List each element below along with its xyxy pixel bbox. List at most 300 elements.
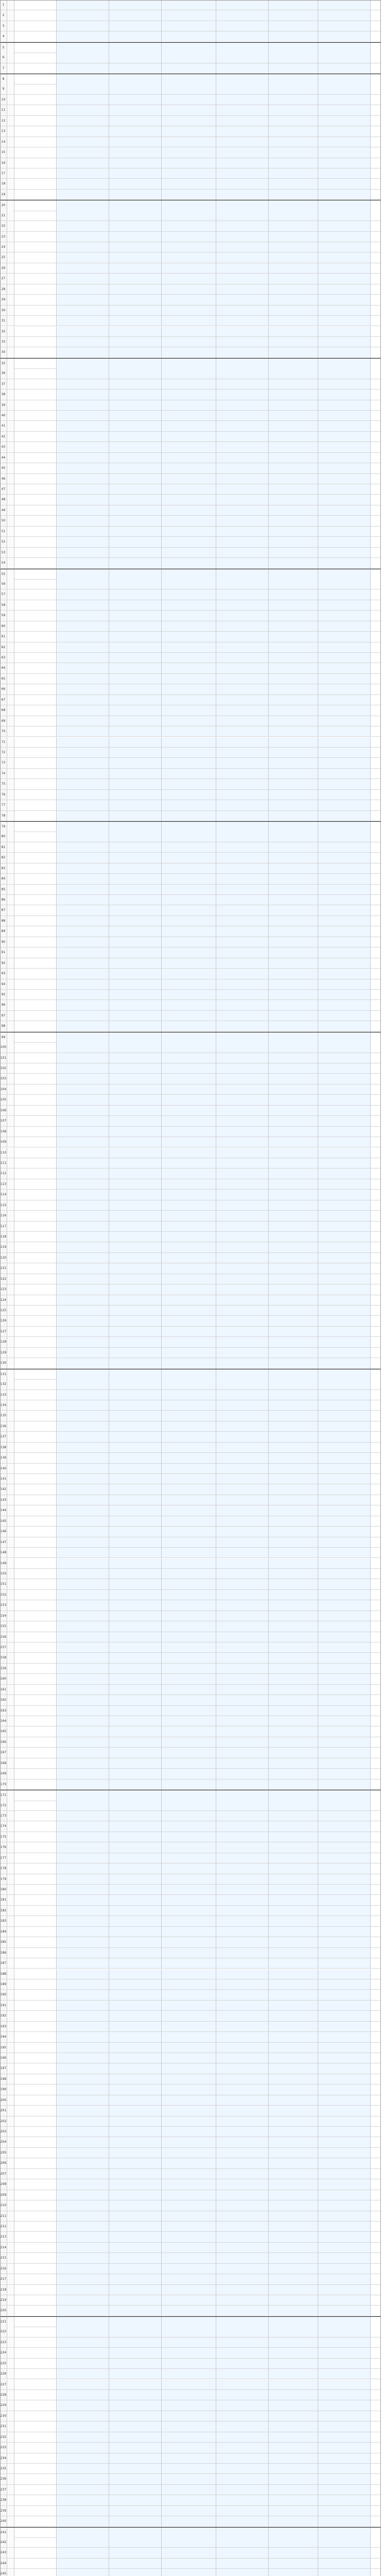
value-cell[interactable] [162, 2084, 216, 2095]
value-cell[interactable] [109, 1274, 162, 1284]
value-cell[interactable] [269, 1590, 318, 1600]
category-cell[interactable] [7, 1042, 14, 1053]
value-cell[interactable] [318, 822, 371, 832]
value-cell[interactable] [57, 63, 109, 74]
row-number[interactable]: 77 [0, 800, 7, 810]
value-cell[interactable] [162, 1095, 216, 1105]
item-name-cell[interactable] [14, 21, 57, 31]
value-cell[interactable] [216, 2253, 269, 2263]
item-name-cell[interactable] [14, 1726, 57, 1737]
category-cell[interactable] [7, 126, 14, 137]
value-cell[interactable] [109, 306, 162, 316]
value-cell[interactable] [57, 2095, 109, 2106]
value-cell[interactable] [57, 516, 109, 526]
row-number[interactable]: 102 [0, 1063, 7, 1074]
value-cell[interactable] [162, 916, 216, 926]
value-cell[interactable] [162, 495, 216, 505]
value-cell[interactable] [57, 947, 109, 958]
item-name-cell[interactable] [14, 842, 57, 853]
category-cell[interactable] [7, 2053, 14, 2063]
item-name-cell[interactable] [14, 1811, 57, 1821]
category-cell[interactable] [7, 432, 14, 442]
value-cell[interactable] [109, 126, 162, 137]
value-cell[interactable] [269, 2190, 318, 2200]
value-cell[interactable] [57, 1558, 109, 1569]
value-cell[interactable] [109, 1653, 162, 1663]
value-cell[interactable] [57, 1969, 109, 1979]
value-cell[interactable] [318, 2095, 371, 2106]
value-cell[interactable] [269, 1885, 318, 1895]
value-cell[interactable] [109, 116, 162, 126]
value-cell[interactable] [269, 2063, 318, 2074]
value-cell[interactable] [162, 2001, 216, 2011]
item-name-cell[interactable] [14, 2190, 57, 2200]
category-cell[interactable] [7, 653, 14, 663]
row-number[interactable]: 62 [0, 642, 7, 653]
value-cell[interactable] [162, 926, 216, 937]
category-cell[interactable] [7, 1127, 14, 1137]
category-cell[interactable] [7, 1611, 14, 1621]
value-cell[interactable] [318, 1263, 371, 1274]
category-cell[interactable] [7, 1116, 14, 1126]
value-cell[interactable] [216, 695, 269, 705]
value-cell[interactable] [318, 2137, 371, 2147]
value-cell[interactable] [162, 379, 216, 389]
category-cell[interactable] [7, 505, 14, 516]
value-cell[interactable] [162, 2106, 216, 2116]
value-cell[interactable] [109, 1916, 162, 1926]
value-cell[interactable] [216, 1200, 269, 1211]
value-cell[interactable] [216, 1190, 269, 1200]
row-number[interactable]: 163 [0, 1706, 7, 1716]
value-cell[interactable] [162, 1790, 216, 1801]
category-cell[interactable] [7, 2211, 14, 2222]
value-cell[interactable] [318, 1811, 371, 1821]
value-cell[interactable] [318, 1168, 371, 1179]
value-cell[interactable] [269, 421, 318, 431]
value-cell[interactable] [162, 1664, 216, 1674]
value-cell[interactable] [216, 2043, 269, 2053]
value-cell[interactable] [57, 1337, 109, 1347]
category-cell[interactable] [7, 463, 14, 473]
value-cell[interactable] [57, 1200, 109, 1211]
value-cell[interactable] [269, 1801, 318, 1811]
value-cell[interactable] [162, 1222, 216, 1232]
row-number[interactable]: 130 [0, 1358, 7, 1368]
item-name-cell[interactable] [14, 389, 57, 400]
item-name-cell[interactable] [14, 1484, 57, 1495]
row-number[interactable]: 202 [0, 2116, 7, 2127]
value-cell[interactable] [162, 1337, 216, 1347]
value-cell[interactable] [269, 1484, 318, 1495]
value-cell[interactable] [216, 2474, 269, 2484]
category-cell[interactable] [7, 800, 14, 810]
value-cell[interactable] [57, 1211, 109, 1221]
value-cell[interactable] [269, 2285, 318, 2295]
value-cell[interactable] [269, 2011, 318, 2021]
row-number[interactable]: 108 [0, 1127, 7, 1137]
category-cell[interactable] [7, 1032, 14, 1043]
value-cell[interactable] [216, 1116, 269, 1126]
value-cell[interactable] [57, 1685, 109, 1695]
value-cell[interactable] [57, 969, 109, 979]
value-cell[interactable] [162, 2043, 216, 2053]
value-cell[interactable] [216, 2558, 269, 2569]
value-cell[interactable] [318, 1179, 371, 1190]
value-cell[interactable] [109, 211, 162, 221]
value-cell[interactable] [57, 1284, 109, 1295]
value-cell[interactable] [162, 1063, 216, 1074]
value-cell[interactable] [162, 811, 216, 821]
value-cell[interactable] [162, 2232, 216, 2242]
category-cell[interactable] [7, 537, 14, 547]
category-cell[interactable] [7, 1158, 14, 1168]
value-cell[interactable] [162, 653, 216, 663]
category-cell[interactable] [7, 84, 14, 94]
value-cell[interactable] [318, 2264, 371, 2274]
value-cell[interactable] [109, 84, 162, 94]
value-cell[interactable] [57, 306, 109, 316]
value-cell[interactable] [216, 1558, 269, 1569]
value-cell[interactable] [109, 1505, 162, 1516]
category-cell[interactable] [7, 1148, 14, 1158]
item-name-cell[interactable] [14, 242, 57, 252]
value-cell[interactable] [109, 190, 162, 200]
value-cell[interactable] [318, 779, 371, 789]
item-name-cell[interactable] [14, 1685, 57, 1695]
value-cell[interactable] [57, 1821, 109, 1832]
value-cell[interactable] [109, 2127, 162, 2137]
category-cell[interactable] [7, 895, 14, 905]
row-number[interactable]: 220 [0, 2306, 7, 2316]
category-cell[interactable] [7, 2043, 14, 2053]
value-cell[interactable] [57, 126, 109, 137]
value-cell[interactable] [318, 2127, 371, 2137]
value-cell[interactable] [57, 1179, 109, 1190]
row-number[interactable]: 6 [0, 53, 7, 63]
value-cell[interactable] [216, 1274, 269, 1284]
value-cell[interactable] [57, 1421, 109, 1432]
value-cell[interactable] [216, 2106, 269, 2116]
value-cell[interactable] [162, 43, 216, 53]
value-cell[interactable] [269, 359, 318, 369]
value-cell[interactable] [109, 653, 162, 663]
value-cell[interactable] [162, 769, 216, 779]
value-cell[interactable] [57, 411, 109, 421]
value-cell[interactable] [269, 105, 318, 115]
value-cell[interactable] [162, 1000, 216, 1010]
value-cell[interactable] [57, 2495, 109, 2505]
value-cell[interactable] [109, 2317, 162, 2327]
value-cell[interactable] [216, 832, 269, 842]
value-cell[interactable] [269, 705, 318, 716]
value-cell[interactable] [109, 1832, 162, 1842]
item-name-cell[interactable] [14, 1885, 57, 1895]
row-number[interactable]: 66 [0, 684, 7, 694]
value-cell[interactable] [216, 1316, 269, 1326]
value-cell[interactable] [216, 1137, 269, 1147]
category-cell[interactable] [7, 1769, 14, 1779]
value-cell[interactable] [216, 1769, 269, 1779]
category-cell[interactable] [7, 1453, 14, 1463]
row-number[interactable]: 165 [0, 1726, 7, 1737]
value-cell[interactable] [109, 463, 162, 473]
value-cell[interactable] [216, 874, 269, 884]
value-cell[interactable] [109, 1769, 162, 1779]
value-cell[interactable] [162, 221, 216, 231]
value-cell[interactable] [109, 2548, 162, 2558]
row-number[interactable]: 29 [0, 295, 7, 305]
row-number[interactable]: 89 [0, 926, 7, 937]
value-cell[interactable] [162, 105, 216, 115]
value-cell[interactable] [216, 1063, 269, 1074]
value-cell[interactable] [216, 1958, 269, 1969]
value-cell[interactable] [109, 621, 162, 632]
item-name-cell[interactable] [14, 126, 57, 137]
value-cell[interactable] [162, 2485, 216, 2495]
category-cell[interactable] [7, 1874, 14, 1885]
value-cell[interactable] [318, 137, 371, 147]
value-cell[interactable] [318, 1853, 371, 1863]
value-cell[interactable] [57, 421, 109, 431]
value-cell[interactable] [57, 1569, 109, 1579]
category-cell[interactable] [7, 1674, 14, 1684]
item-name-cell[interactable] [14, 411, 57, 421]
value-cell[interactable] [57, 916, 109, 926]
value-cell[interactable] [269, 126, 318, 137]
value-cell[interactable] [162, 2495, 216, 2505]
category-cell[interactable] [7, 147, 14, 158]
value-cell[interactable] [162, 705, 216, 716]
value-cell[interactable] [216, 495, 269, 505]
row-number[interactable]: 38 [0, 389, 7, 400]
value-cell[interactable] [162, 1242, 216, 1252]
category-cell[interactable] [7, 737, 14, 748]
value-cell[interactable] [162, 1232, 216, 1242]
category-cell[interactable] [7, 1548, 14, 1558]
value-cell[interactable] [109, 737, 162, 748]
category-cell[interactable] [7, 1853, 14, 1863]
value-cell[interactable] [162, 1558, 216, 1569]
row-number[interactable]: 112 [0, 1168, 7, 1179]
value-cell[interactable] [269, 379, 318, 389]
category-cell[interactable] [7, 1053, 14, 1063]
item-name-cell[interactable] [14, 1337, 57, 1347]
value-cell[interactable] [318, 1537, 371, 1548]
value-cell[interactable] [162, 116, 216, 126]
value-cell[interactable] [109, 569, 162, 580]
value-cell[interactable] [318, 1842, 371, 1853]
value-cell[interactable] [318, 168, 371, 179]
item-name-cell[interactable] [14, 2285, 57, 2295]
value-cell[interactable] [216, 863, 269, 874]
value-cell[interactable] [109, 2274, 162, 2284]
value-cell[interactable] [57, 2359, 109, 2369]
value-cell[interactable] [269, 2200, 318, 2211]
category-cell[interactable] [7, 1790, 14, 1801]
value-cell[interactable] [269, 969, 318, 979]
item-name-cell[interactable] [14, 2158, 57, 2168]
value-cell[interactable] [109, 1642, 162, 1653]
value-cell[interactable] [269, 1443, 318, 1453]
value-cell[interactable] [57, 2116, 109, 2127]
value-cell[interactable] [57, 1021, 109, 1031]
value-cell[interactable] [162, 2011, 216, 2021]
value-cell[interactable] [216, 1832, 269, 1842]
row-number[interactable]: 11 [0, 105, 7, 115]
value-cell[interactable] [162, 2169, 216, 2179]
row-number[interactable]: 209 [0, 2190, 7, 2200]
value-cell[interactable] [57, 653, 109, 663]
value-cell[interactable] [216, 242, 269, 252]
value-cell[interactable] [216, 1432, 269, 1442]
value-cell[interactable] [109, 295, 162, 305]
row-number[interactable]: 20 [0, 200, 7, 211]
row-number[interactable]: 72 [0, 748, 7, 758]
value-cell[interactable] [216, 1000, 269, 1010]
value-cell[interactable] [269, 505, 318, 516]
value-cell[interactable] [269, 1316, 318, 1326]
row-number[interactable]: 107 [0, 1116, 7, 1126]
item-name-cell[interactable] [14, 2400, 57, 2411]
value-cell[interactable] [269, 1000, 318, 1010]
category-cell[interactable] [7, 411, 14, 421]
item-name-cell[interactable] [14, 221, 57, 231]
value-cell[interactable] [269, 168, 318, 179]
value-cell[interactable] [162, 1685, 216, 1695]
value-cell[interactable] [162, 359, 216, 369]
row-number[interactable]: 179 [0, 1874, 7, 1885]
row-number[interactable]: 71 [0, 737, 7, 748]
value-cell[interactable] [318, 379, 371, 389]
value-cell[interactable] [109, 663, 162, 673]
value-cell[interactable] [269, 1706, 318, 1716]
value-cell[interactable] [57, 2274, 109, 2284]
value-cell[interactable] [318, 1726, 371, 1737]
item-name-cell[interactable] [14, 1369, 57, 1380]
value-cell[interactable] [269, 1474, 318, 1484]
item-name-cell[interactable] [14, 2516, 57, 2527]
category-cell[interactable] [7, 1432, 14, 1442]
value-cell[interactable] [57, 2453, 109, 2464]
row-number[interactable]: 153 [0, 1600, 7, 1611]
value-cell[interactable] [318, 74, 371, 84]
value-cell[interactable] [109, 695, 162, 705]
item-name-cell[interactable] [14, 632, 57, 642]
value-cell[interactable] [216, 1242, 269, 1252]
category-cell[interactable] [7, 1969, 14, 1979]
category-cell[interactable] [7, 1716, 14, 1726]
category-cell[interactable] [7, 579, 14, 589]
value-cell[interactable] [162, 600, 216, 611]
value-cell[interactable] [318, 2548, 371, 2558]
value-cell[interactable] [109, 2053, 162, 2063]
row-number[interactable]: 233 [0, 2443, 7, 2453]
value-cell[interactable] [216, 790, 269, 800]
value-cell[interactable] [269, 1400, 318, 1411]
value-cell[interactable] [162, 1400, 216, 1411]
value-cell[interactable] [109, 411, 162, 421]
value-cell[interactable] [109, 716, 162, 726]
value-cell[interactable] [269, 2348, 318, 2358]
row-number[interactable]: 101 [0, 1053, 7, 1063]
value-cell[interactable] [318, 695, 371, 705]
value-cell[interactable] [318, 2032, 371, 2042]
value-cell[interactable] [318, 1316, 371, 1326]
value-cell[interactable] [269, 295, 318, 305]
row-number[interactable]: 129 [0, 1348, 7, 1358]
value-cell[interactable] [162, 484, 216, 495]
category-cell[interactable] [7, 2337, 14, 2348]
value-cell[interactable] [269, 1716, 318, 1726]
item-name-cell[interactable] [14, 569, 57, 580]
value-cell[interactable] [109, 1958, 162, 1969]
category-cell[interactable] [7, 21, 14, 31]
row-number[interactable]: 169 [0, 1769, 7, 1779]
value-cell[interactable] [162, 463, 216, 473]
value-cell[interactable] [109, 516, 162, 526]
item-name-cell[interactable] [14, 1179, 57, 1190]
value-cell[interactable] [216, 674, 269, 684]
value-cell[interactable] [269, 885, 318, 895]
value-cell[interactable] [162, 1495, 216, 1505]
value-cell[interactable] [109, 1074, 162, 1084]
value-cell[interactable] [216, 2169, 269, 2179]
value-cell[interactable] [216, 1179, 269, 1190]
value-cell[interactable] [57, 1127, 109, 1137]
value-cell[interactable] [269, 2516, 318, 2527]
value-cell[interactable] [318, 221, 371, 231]
row-number[interactable]: 125 [0, 1306, 7, 1316]
item-name-cell[interactable] [14, 1211, 57, 1221]
value-cell[interactable] [57, 1453, 109, 1463]
value-cell[interactable] [269, 1906, 318, 1916]
item-name-cell[interactable] [14, 453, 57, 463]
value-cell[interactable] [57, 1190, 109, 1200]
value-cell[interactable] [109, 168, 162, 179]
value-cell[interactable] [216, 905, 269, 916]
item-name-cell[interactable] [14, 1558, 57, 1569]
value-cell[interactable] [162, 2474, 216, 2484]
value-cell[interactable] [57, 832, 109, 842]
value-cell[interactable] [216, 1168, 269, 1179]
value-cell[interactable] [57, 2474, 109, 2484]
value-cell[interactable] [216, 1990, 269, 2000]
value-cell[interactable] [162, 1769, 216, 1779]
row-number[interactable]: 207 [0, 2169, 7, 2179]
row-number[interactable]: 53 [0, 548, 7, 558]
item-name-cell[interactable] [14, 979, 57, 990]
value-cell[interactable] [216, 716, 269, 726]
value-cell[interactable] [162, 822, 216, 832]
value-cell[interactable] [109, 1242, 162, 1252]
value-cell[interactable] [162, 1411, 216, 1421]
item-name-cell[interactable] [14, 548, 57, 558]
item-name-cell[interactable] [14, 1495, 57, 1505]
value-cell[interactable] [109, 600, 162, 611]
value-cell[interactable] [57, 1495, 109, 1505]
value-cell[interactable] [216, 600, 269, 611]
value-cell[interactable] [318, 1127, 371, 1137]
value-cell[interactable] [109, 200, 162, 211]
item-name-cell[interactable] [14, 116, 57, 126]
value-cell[interactable] [109, 1042, 162, 1053]
value-cell[interactable] [269, 1327, 318, 1337]
row-number[interactable]: 158 [0, 1653, 7, 1663]
value-cell[interactable] [318, 1737, 371, 1748]
row-number[interactable]: 152 [0, 1590, 7, 1600]
row-number[interactable]: 83 [0, 863, 7, 874]
